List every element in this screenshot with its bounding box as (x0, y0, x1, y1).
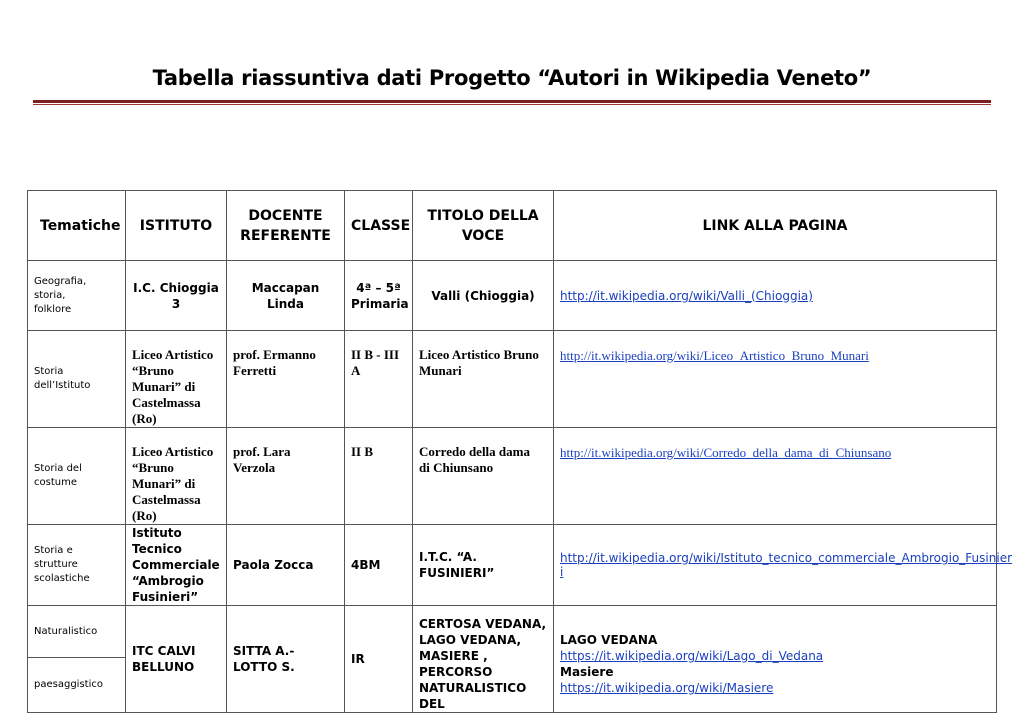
cell-classe (345, 261, 413, 331)
cell-docente-line: prof. Lara (233, 444, 291, 459)
cell-docente-line: prof. Ermanno (233, 347, 316, 362)
cell-istituto-line: Fusinieri” (132, 590, 199, 604)
table-row (28, 331, 997, 428)
header-istituto: ISTITUTO (126, 191, 227, 261)
wiki-link[interactable]: https://it.wikipedia.org/wiki/Masiere (560, 681, 774, 695)
cell-istituto-line: (Ro) (132, 508, 157, 523)
cell-classe (345, 331, 413, 428)
header-titolo-line2: VOCE (461, 227, 505, 244)
cell-classe-line: Primaria (351, 296, 409, 311)
cell-tematica: Storia del costume (28, 428, 126, 525)
cell-docente-line: Ferretti (233, 363, 277, 378)
cell-titolo-line: Corredo della dama (419, 444, 530, 459)
header-classe: CLASSE (345, 191, 413, 261)
cell-classe: IR (345, 606, 413, 713)
title-rule-thin (33, 104, 991, 105)
cell-istituto-line: “Bruno (132, 460, 174, 475)
header-tematiche: Tematiche (28, 191, 126, 261)
cell-istituto-line: Munari” di (132, 379, 196, 394)
page-title: Tabella riassuntiva dati Progetto “Autori in Wikipedia Veneto” (152, 66, 872, 90)
cell-titolo: I.T.C. “A. FUSINIERI” (413, 525, 554, 606)
cell-classe-line: II B - III (351, 347, 400, 362)
cell-tematica-line: Storia e strutture (34, 545, 78, 570)
cell-tematica (28, 525, 126, 606)
cell-docente-line: Verzola (233, 460, 276, 475)
cell-titolo (413, 428, 554, 525)
cell-titolo-line: MASIERE , PERCORSO (419, 649, 493, 679)
link-label: Masiere (560, 665, 614, 679)
cell-link (554, 331, 997, 428)
cell-titolo: Valli (Chioggia) (413, 261, 554, 331)
cell-istituto-line: Commerciale (132, 558, 220, 572)
cell-tematica (28, 261, 126, 331)
wiki-link-continuation[interactable]: i (560, 565, 564, 579)
cell-istituto-line: “Ambrogio (132, 574, 204, 588)
cell-istituto-line: ITC CALVI (132, 644, 196, 658)
cell-titolo-line: LAGO VEDANA, (419, 633, 522, 647)
cell-classe-line: 4ª – 5ª (356, 280, 401, 295)
cell-tematica: Naturalistico (28, 606, 126, 658)
cell-tematica-line: folklore (34, 303, 72, 315)
cell-tematica: Storia dell’Istituto (28, 331, 126, 428)
summary-table (27, 190, 1013, 713)
header-titolo (413, 191, 554, 261)
cell-titolo-line: di Chiunsano (419, 460, 494, 475)
cell-titolo-line: NATURALISTICO DEL (419, 681, 527, 711)
header-link: LINK ALLA PAGINA (554, 191, 997, 261)
cell-link (554, 525, 1013, 606)
cell-titolo (413, 331, 554, 428)
header-titolo-line1: TITOLO DELLA (427, 207, 539, 224)
cell-titolo (413, 606, 554, 713)
table-row (28, 525, 997, 606)
cell-link (554, 428, 997, 525)
cell-tematica-line: scolastiche (34, 573, 90, 584)
cell-docente: SITTA A.- LOTTO S. (227, 606, 345, 713)
cell-istituto-line: Liceo Artistico (132, 347, 214, 362)
cell-istituto-line: “Bruno (132, 363, 174, 378)
cell-tematica: paesaggistico (28, 658, 126, 713)
cell-titolo-line: Munari (419, 363, 462, 378)
cell-link (554, 261, 997, 331)
header-docente (227, 191, 345, 261)
cell-classe: II B (345, 428, 413, 525)
wiki-link[interactable]: https://it.wikipedia.org/wiki/Lago_di_Vedana (560, 649, 824, 663)
link-label: LAGO VEDANA (560, 633, 658, 647)
cell-tematica-line: Geografia, storia, (34, 275, 87, 301)
title-rule (33, 100, 991, 103)
cell-classe-line: A (351, 363, 361, 378)
cell-istituto-line: (Ro) (132, 411, 157, 426)
table-row (28, 606, 997, 658)
cell-titolo-line: CERTOSA VEDANA, (419, 617, 547, 631)
table-row (28, 261, 997, 331)
wiki-link[interactable]: http://it.wikipedia.org/wiki/Liceo_Artistico_Bruno_Munari (560, 348, 869, 363)
cell-docente (227, 428, 345, 525)
cell-link (554, 606, 997, 713)
cell-istituto-line: Liceo Artistico (132, 444, 214, 459)
wiki-link[interactable]: http://it.wikipedia.org/wiki/Corredo_della_dama_di_Chiunsano (560, 445, 892, 460)
cell-docente: Maccapan Linda (227, 261, 345, 331)
cell-istituto-line: Castelmassa (132, 492, 201, 507)
cell-docente: Paola Zocca (227, 525, 345, 606)
cell-istituto-line: Munari” di (132, 476, 196, 491)
cell-istituto-line: BELLUNO (132, 660, 195, 674)
cell-docente (227, 331, 345, 428)
cell-istituto-line: Castelmassa (132, 395, 201, 410)
cell-istituto (126, 428, 227, 525)
cell-istituto (126, 331, 227, 428)
cell-istituto (126, 606, 227, 713)
header-row (28, 191, 997, 261)
cell-istituto (126, 525, 227, 606)
cell-istituto: I.C. Chioggia 3 (126, 261, 227, 331)
cell-istituto-line: Istituto Tecnico (132, 526, 182, 556)
wiki-link[interactable]: http://it.wikipedia.org/wiki/Valli_(Chioggia) (560, 288, 813, 303)
header-docente-line1: DOCENTE (248, 207, 323, 224)
cell-classe: 4BM (345, 525, 413, 606)
cell-titolo-line: Liceo Artistico Bruno (419, 347, 539, 362)
header-docente-line2: REFERENTE (240, 227, 331, 244)
wiki-link[interactable]: http://it.wikipedia.org/wiki/Istituto_tecnico_commerciale_Ambrogio_Fusinier (560, 551, 1013, 565)
table-row (28, 428, 997, 525)
